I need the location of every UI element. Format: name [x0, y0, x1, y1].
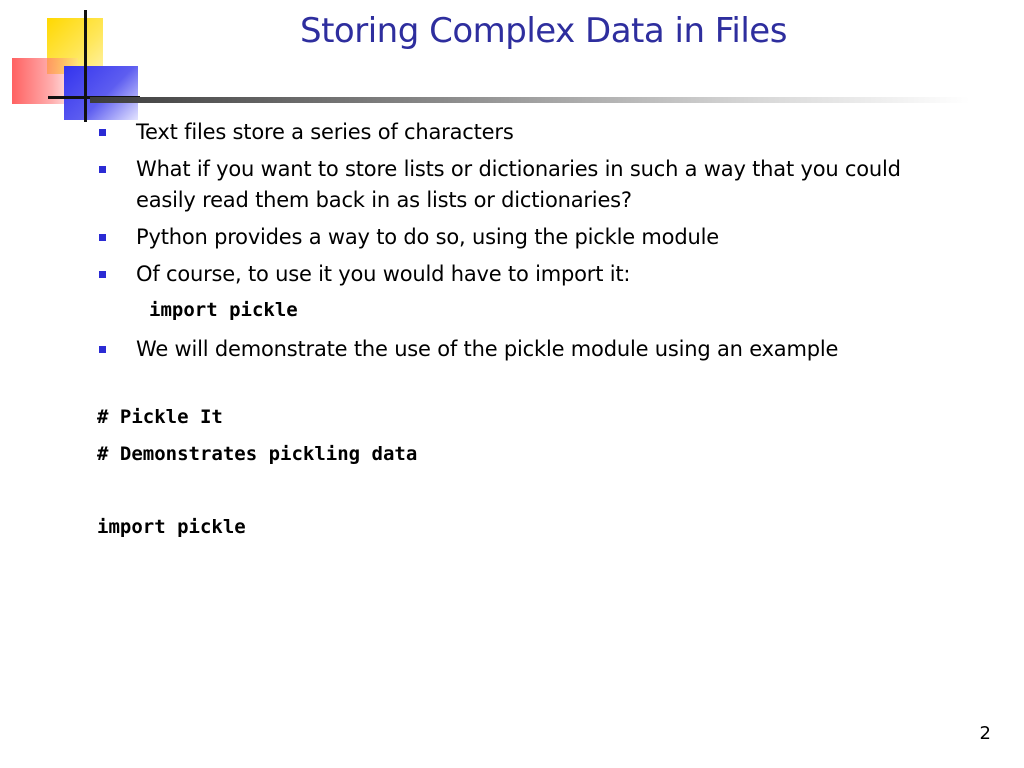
square-bullet-icon	[99, 129, 106, 136]
code-block	[97, 403, 957, 550]
corner-logo-icon	[0, 0, 150, 130]
blue-square-icon	[64, 66, 138, 120]
slide-title: Storing Complex Data in Files	[300, 11, 787, 51]
bullet-text: Python provides a way to do so, using the pickle module	[136, 225, 719, 249]
square-bullet-icon	[99, 234, 106, 241]
bullet-list	[96, 117, 956, 371]
bullet-item-2	[96, 154, 956, 216]
bullet-text: Text files store a series of characters	[136, 120, 514, 144]
square-bullet-icon	[99, 271, 106, 278]
crosshair-vertical-line	[84, 10, 87, 122]
bullet-text: We will demonstrate the use of the pickle module using an example	[136, 337, 839, 361]
code-import-statement: import pickle	[97, 516, 246, 538]
square-bullet-icon	[99, 166, 106, 173]
page-number: 2	[979, 723, 991, 744]
bullet-text: What if you want to store lists or dictionaries in such a way that you could easily read them back in as lists or dictionaries?	[136, 157, 901, 212]
code-comment-description: # Demonstrates pickling data	[97, 443, 418, 465]
inline-code-import: import pickle	[149, 299, 298, 321]
bullet-item-1	[96, 117, 956, 148]
bullet-item-4	[96, 259, 956, 290]
code-comment-title: # Pickle It	[97, 406, 223, 428]
square-bullet-icon	[99, 346, 106, 353]
bullet-item-3	[96, 222, 956, 253]
title-underline	[90, 97, 970, 103]
bullet-item-5	[96, 334, 956, 365]
code-blank-line	[97, 477, 957, 513]
bullet-text: Of course, to use it you would have to import it:	[136, 262, 631, 286]
